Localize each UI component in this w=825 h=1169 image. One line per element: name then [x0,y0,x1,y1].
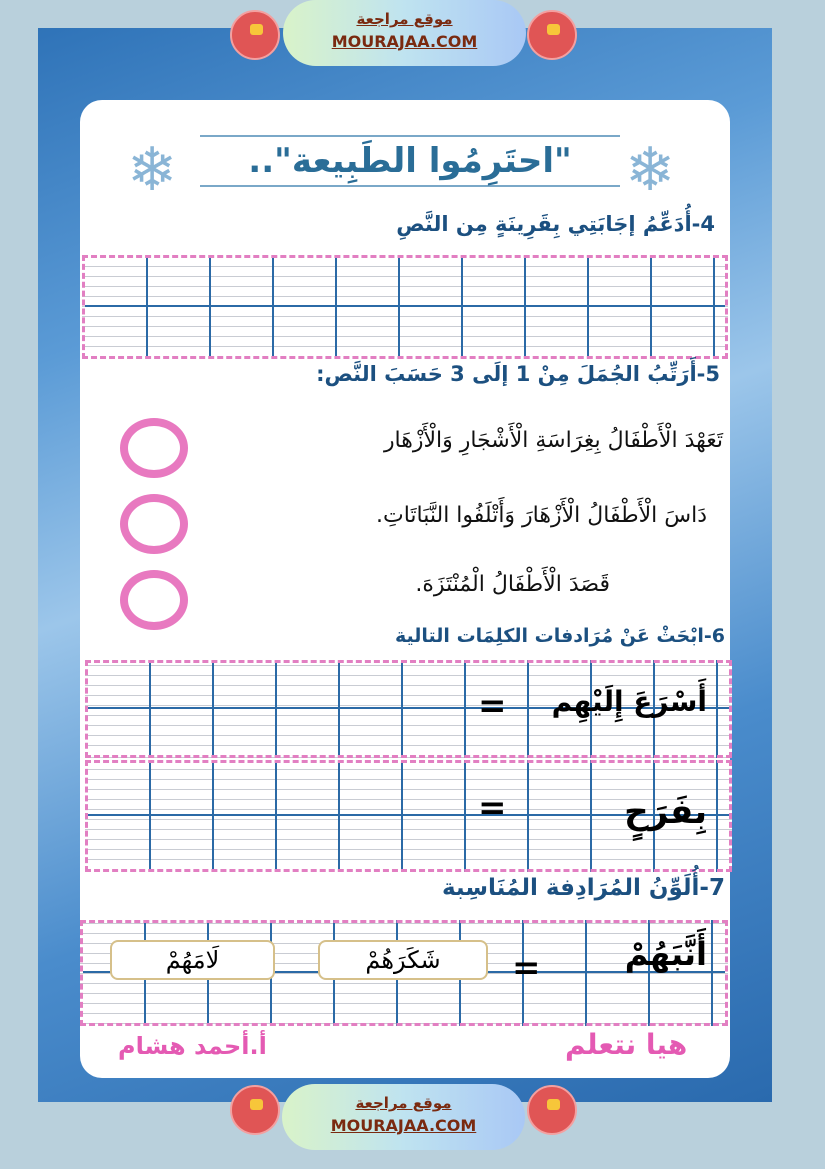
word-2: بِفَرَحٍ [624,792,707,832]
equals-sign: = [478,686,507,726]
answer-box-4[interactable] [82,255,728,359]
order-circle-2[interactable] [120,494,188,554]
site-logo-icon [230,10,280,60]
site-name-ar: موقع مراجعة [355,1094,452,1112]
equals-sign: = [512,948,541,988]
site-name-en: MOURAJAA.COM [331,32,478,51]
option-2[interactable]: لَامَهُمْ [110,940,275,980]
target-word: أَنَّبَهُمْ [624,935,707,973]
sentence-1: تَعَهْدَ الْأَطْفَالُ بِغِرَاسَةِ الْأَشْجَارِ وَالْأَزْهَار [383,428,723,453]
site-badge-top[interactable] [283,0,526,66]
site-badge-bottom[interactable] [282,1084,525,1150]
worksheet-title: "احتَرِمُوا الطَبِيعة".. [200,135,620,187]
equals-sign: = [478,788,507,828]
ornament-icon: ❄ [624,135,676,205]
question-4-label: 4-أُدَعِّمُ إجَابَتِي بِقَرِينَةٍ مِن النَّصِ [396,212,715,236]
author-name: أ.أحمد هشام [118,1032,267,1060]
footer-slogan: هيا نتعلم [565,1028,688,1061]
question-7-label: 7-أُلَوِّنُ المُرَادِفة المُنَاسِبة [441,875,725,901]
site-logo-icon [527,10,577,60]
site-name-en: MOURAJAA.COM [330,1116,477,1135]
ornament-icon: ❄ [126,135,178,205]
order-circle-1[interactable] [120,418,188,478]
order-circle-3[interactable] [120,570,188,630]
site-name-ar: موقع مراجعة [356,10,453,28]
word-1: أَسْرَعَ إِلَيْهِم [551,685,707,718]
option-1[interactable]: شَكَرَهُمْ [318,940,488,980]
question-5-label: 5-أَرَتِّبُ الجُمَلَ مِنْ 1 إلَى 3 حَسَبَ النَّص: [316,362,720,386]
sentence-2: دَاسَ الْأَطْفَالُ الْأَزْهَارَ وَأَتْلَفُوا النَّبَاتَاتِ. [375,503,707,528]
question-6-label: 6-ابْحَثْ عَنْ مُرَادفات الكلِمَات التالية [395,625,725,647]
sentence-3: قَصَدَ الْأَطْفَالُ الْمُنْتَزَهَ. [415,572,610,597]
site-logo-icon [230,1085,280,1135]
site-logo-icon [527,1085,577,1135]
